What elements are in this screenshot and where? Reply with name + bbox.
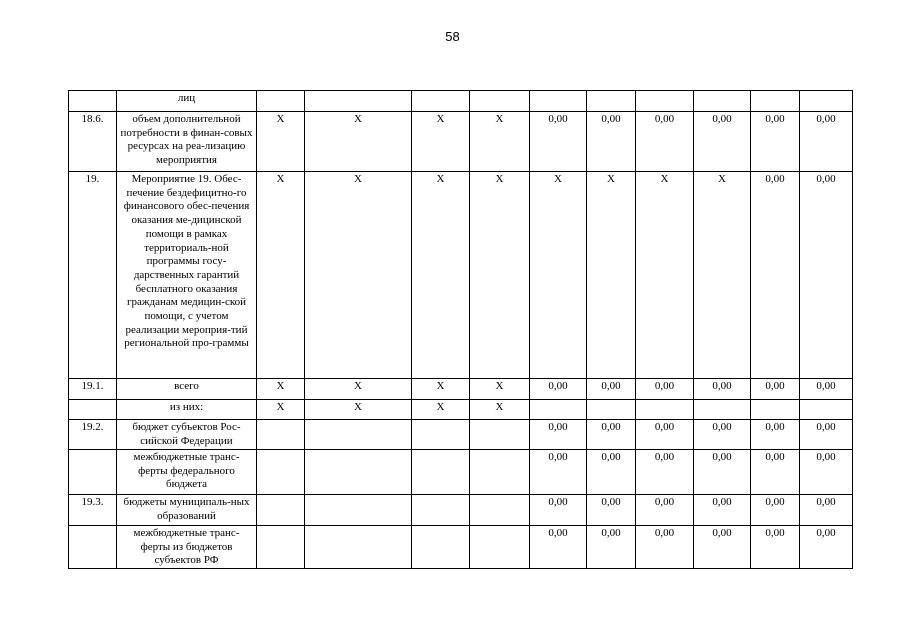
row-number — [69, 450, 117, 495]
table-cell: X — [412, 172, 470, 379]
table-cell — [470, 526, 530, 569]
table-cell — [470, 495, 530, 526]
table-cell: 0,00 — [636, 450, 694, 495]
table-cell — [257, 526, 305, 569]
table-row — [69, 526, 853, 569]
table-cell: 0,00 — [530, 526, 587, 569]
table-cell: 0,00 — [636, 112, 694, 172]
table-cell — [636, 400, 694, 420]
table-cell: 0,00 — [587, 112, 636, 172]
table-cell: 0,00 — [587, 450, 636, 495]
table-cell: X — [470, 112, 530, 172]
row-description: объем дополнительной потребности в финан-совых ресурсах на реа-лизацию мероприятия — [117, 112, 257, 172]
table-row — [69, 91, 853, 112]
table-cell: X — [636, 172, 694, 379]
table-cell: X — [412, 400, 470, 420]
table-cell — [305, 420, 412, 450]
row-number — [69, 91, 117, 112]
row-number: 19.1. — [69, 379, 117, 400]
table-cell: 0,00 — [694, 112, 751, 172]
table-cell — [470, 450, 530, 495]
table-cell: 0,00 — [800, 420, 853, 450]
table-cell: 0,00 — [800, 450, 853, 495]
table-cell: 0,00 — [530, 495, 587, 526]
table-cell: X — [257, 112, 305, 172]
table-cell — [530, 400, 587, 420]
row-description: из них: — [117, 400, 257, 420]
table-cell: 0,00 — [694, 450, 751, 495]
table-cell — [412, 450, 470, 495]
table-cell: 0,00 — [694, 379, 751, 400]
table-cell: X — [412, 112, 470, 172]
table-cell — [412, 420, 470, 450]
row-number: 18.6. — [69, 112, 117, 172]
table-row — [69, 450, 853, 495]
table-cell — [305, 526, 412, 569]
table-cell — [694, 91, 751, 112]
table-cell: 0,00 — [587, 379, 636, 400]
row-number: 19. — [69, 172, 117, 379]
table-cell: 0,00 — [587, 526, 636, 569]
table-cell: X — [694, 172, 751, 379]
table-cell — [412, 91, 470, 112]
table-cell: 0,00 — [694, 495, 751, 526]
table-cell — [257, 91, 305, 112]
table-cell — [800, 400, 853, 420]
table-cell: X — [470, 172, 530, 379]
row-number — [69, 400, 117, 420]
page-number: 58 — [445, 29, 460, 44]
table-cell: X — [257, 400, 305, 420]
table-cell — [751, 400, 800, 420]
table-cell — [587, 91, 636, 112]
data-table — [68, 90, 853, 569]
table-cell: 0,00 — [587, 495, 636, 526]
table-cell — [257, 450, 305, 495]
table-cell — [257, 495, 305, 526]
table-cell: 0,00 — [530, 450, 587, 495]
table-row — [69, 400, 853, 420]
table-cell: 0,00 — [694, 420, 751, 450]
table-cell: 0,00 — [751, 526, 800, 569]
table-cell — [530, 91, 587, 112]
table-cell: 0,00 — [751, 420, 800, 450]
row-description: всего — [117, 379, 257, 400]
table-cell — [470, 420, 530, 450]
table-cell: X — [587, 172, 636, 379]
row-description: межбюджетные транс-ферты из бюджетов субъектов РФ — [117, 526, 257, 569]
row-description: межбюджетные транс-ферты федерального бюджета — [117, 450, 257, 495]
table-cell: 0,00 — [800, 172, 853, 379]
table-body — [69, 91, 853, 569]
table-cell: 0,00 — [636, 379, 694, 400]
table-cell: 0,00 — [800, 526, 853, 569]
table-cell: X — [257, 172, 305, 379]
row-number — [69, 526, 117, 569]
table-cell: 0,00 — [587, 420, 636, 450]
table-cell — [636, 91, 694, 112]
table-cell: X — [305, 400, 412, 420]
table-cell: X — [470, 400, 530, 420]
table-cell: X — [257, 379, 305, 400]
table-cell: 0,00 — [800, 495, 853, 526]
table-cell — [305, 450, 412, 495]
table-cell — [694, 400, 751, 420]
table-cell: 0,00 — [751, 450, 800, 495]
table-cell: 0,00 — [800, 112, 853, 172]
table-cell: 0,00 — [530, 112, 587, 172]
table-cell — [305, 495, 412, 526]
table-cell: 0,00 — [636, 526, 694, 569]
table-cell — [257, 420, 305, 450]
row-description: бюджеты муниципаль-ных образований — [117, 495, 257, 526]
table-cell: 0,00 — [751, 495, 800, 526]
table-row — [69, 112, 853, 172]
table-cell: X — [470, 379, 530, 400]
table-row — [69, 172, 853, 379]
table-cell — [587, 400, 636, 420]
table-cell — [412, 526, 470, 569]
table-cell: 0,00 — [751, 379, 800, 400]
table-cell: 0,00 — [530, 379, 587, 400]
table-cell: X — [305, 172, 412, 379]
table-cell — [305, 91, 412, 112]
table-row — [69, 379, 853, 400]
table-cell: 0,00 — [800, 379, 853, 400]
table-cell — [800, 91, 853, 112]
table-cell — [470, 91, 530, 112]
row-number: 19.2. — [69, 420, 117, 450]
table-cell: 0,00 — [530, 420, 587, 450]
table-row — [69, 495, 853, 526]
table-cell: X — [412, 379, 470, 400]
table-cell: X — [305, 379, 412, 400]
table-cell: 0,00 — [636, 495, 694, 526]
row-description: бюджет субъектов Рос-сийской Федерации — [117, 420, 257, 450]
table-cell: 0,00 — [751, 112, 800, 172]
row-description: лиц — [117, 91, 257, 112]
table-cell: 0,00 — [751, 172, 800, 379]
table-cell — [412, 495, 470, 526]
table-cell: X — [305, 112, 412, 172]
table-row — [69, 420, 853, 450]
table-cell: 0,00 — [694, 526, 751, 569]
table-cell: 0,00 — [636, 420, 694, 450]
row-number: 19.3. — [69, 495, 117, 526]
row-description: Мероприятие 19. Обес-печение бездефицитно-го финансового обес-печения оказания ме-дицинской помощи в рамках территориаль-ной программы госу-дарственных гарантий бесплатного оказания гражданам медицин-ской помощи, с учетом реализации мероприя-тий региональной про-граммы — [117, 172, 257, 379]
table-cell — [751, 91, 800, 112]
table-cell: X — [530, 172, 587, 379]
